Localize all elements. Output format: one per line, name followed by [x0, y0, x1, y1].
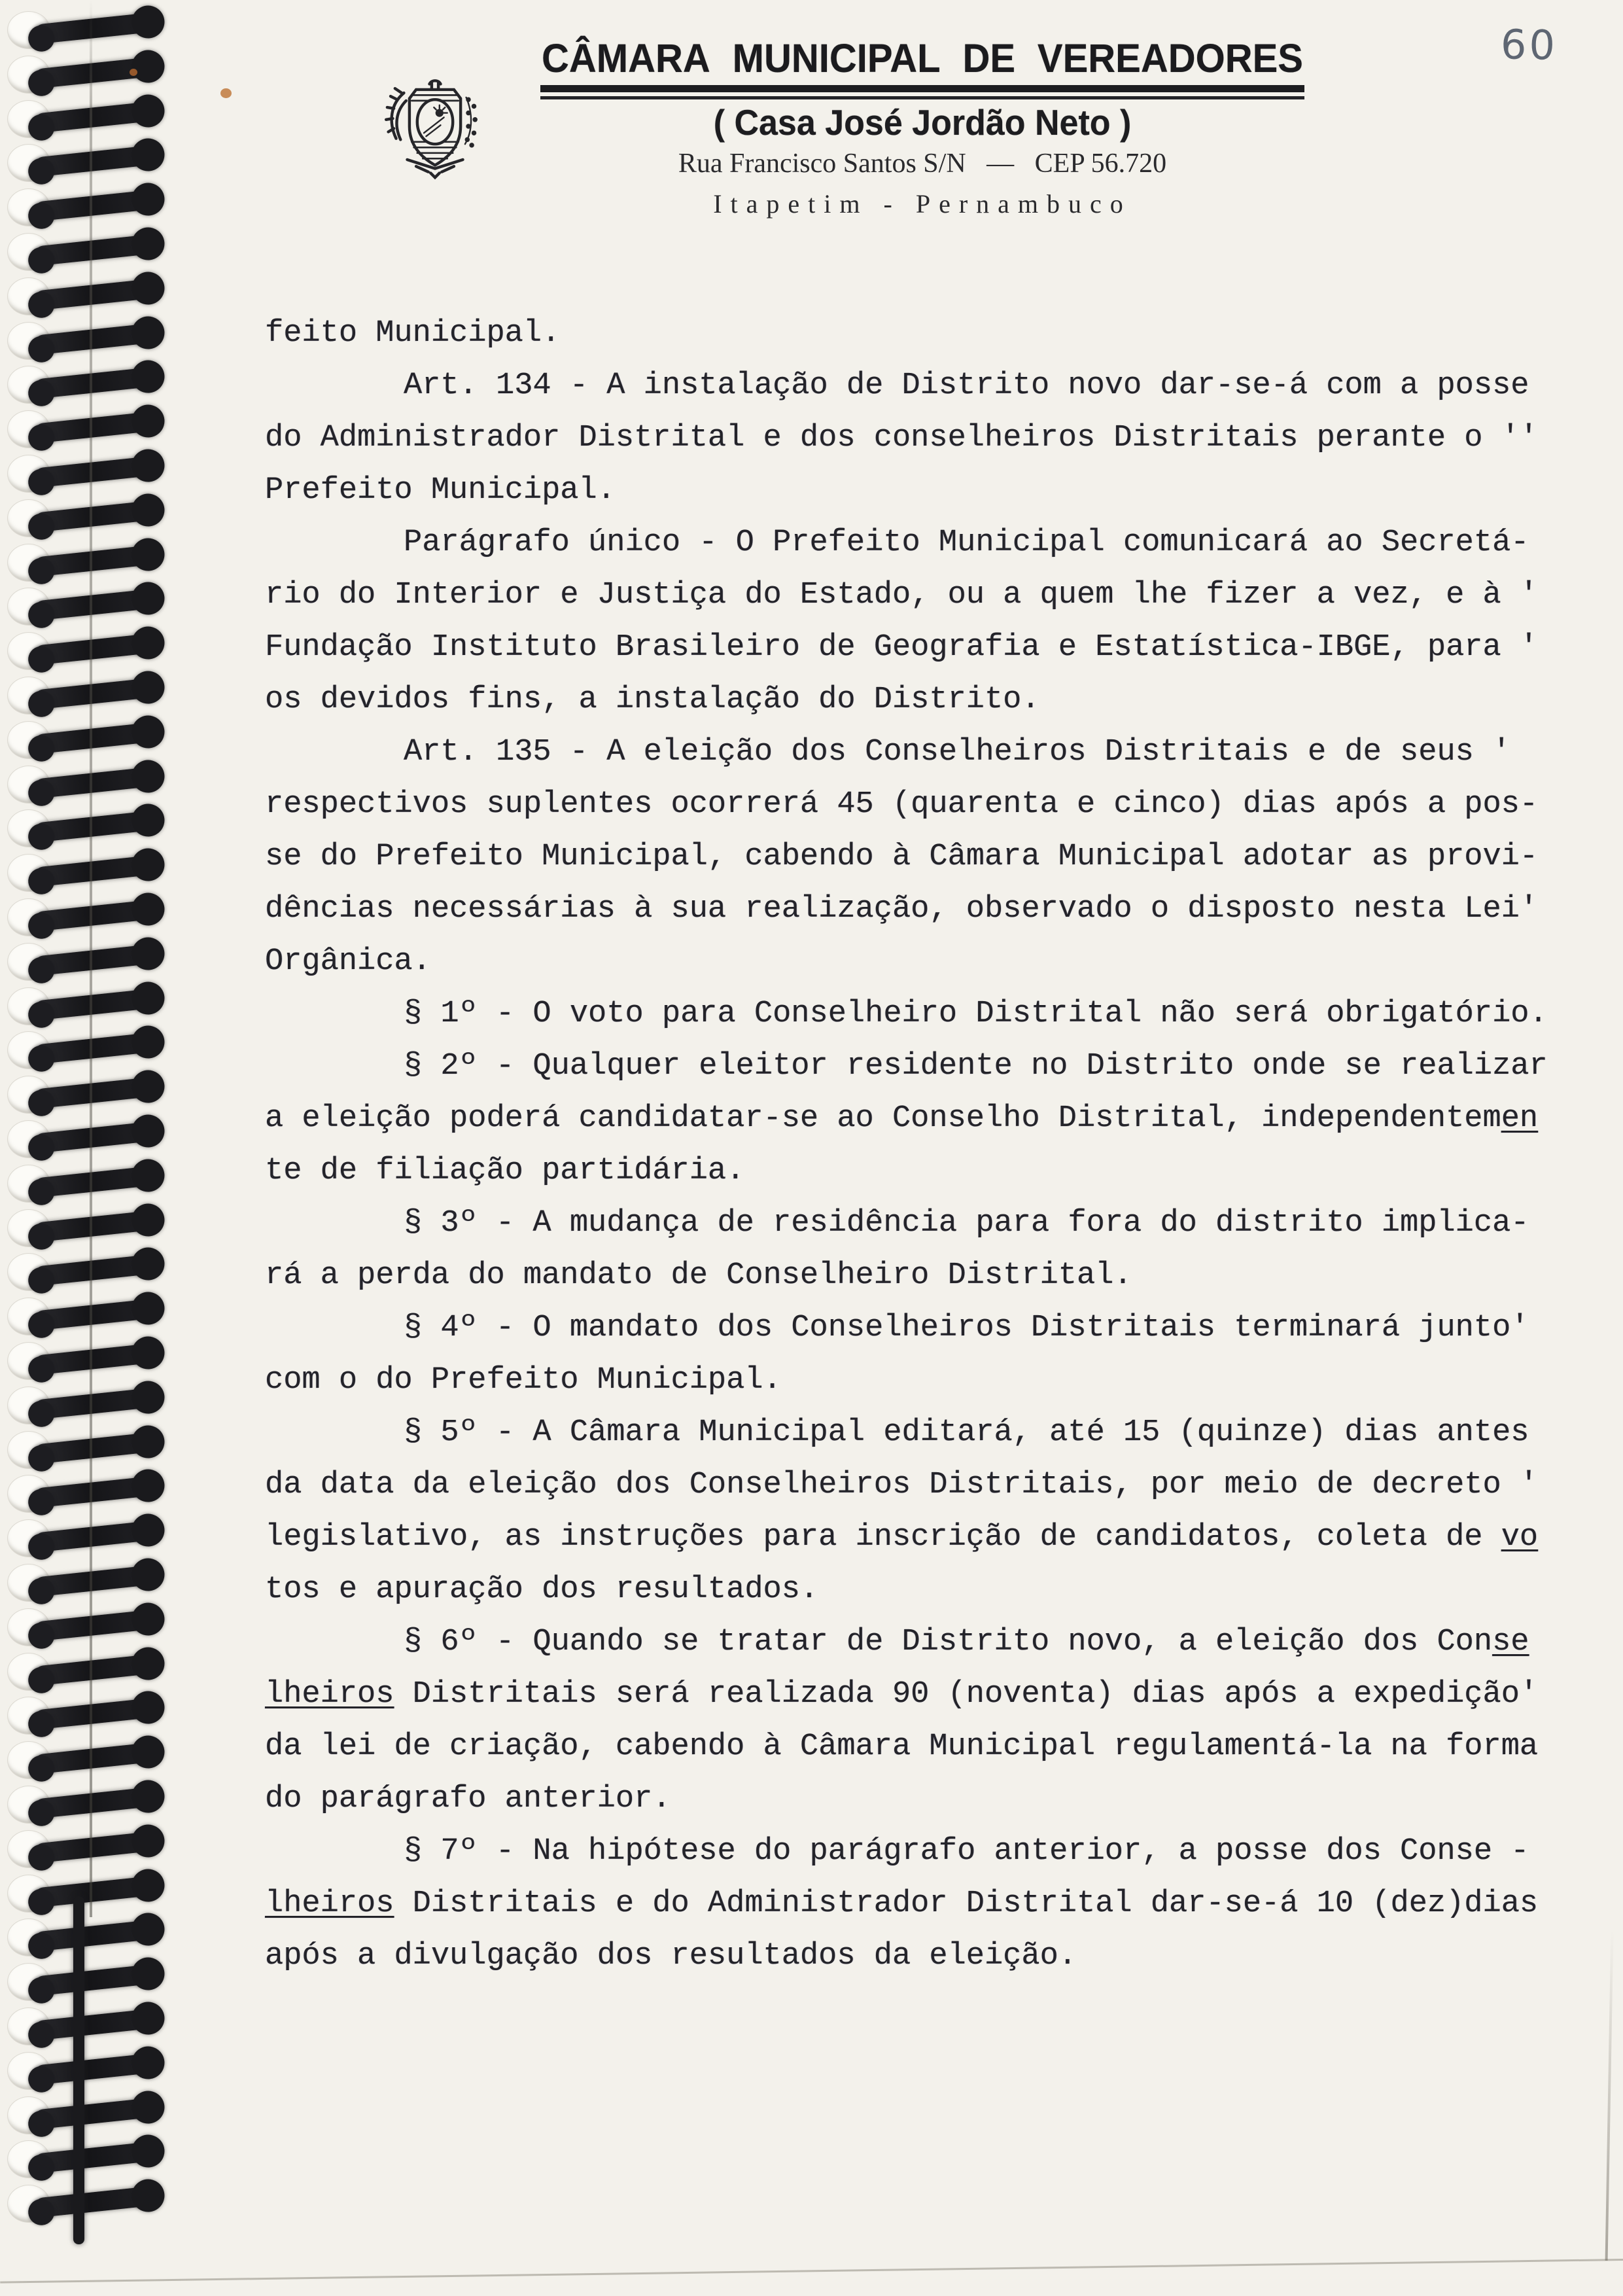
header-rule	[540, 85, 1304, 92]
document-line: rio do Interior e Justiça do Estado, ou a quem lhe fizer a vez, e à '	[265, 578, 1539, 612]
document-line: com o do Prefeito Municipal.	[265, 1363, 782, 1398]
document-line: dências necessárias à sua realização, observado o disposto nesta Lei'	[265, 892, 1539, 927]
binding-tooth	[33, 1742, 158, 1774]
binding-tooth	[33, 1165, 158, 1197]
binding-tooth	[33, 544, 158, 576]
typewritten-text-block	[265, 308, 1567, 1983]
binding-tooth	[33, 2053, 158, 2085]
document-line: do Administrador Distrital e dos conselheiros Distritais perante o ''	[265, 421, 1539, 455]
binding-tooth	[33, 1564, 158, 1597]
document-line: da data da eleição dos Conselheiros Distritais, por meio de decreto '	[265, 1468, 1539, 1502]
binding-tooth	[33, 1254, 158, 1286]
binding-tooth	[33, 1033, 158, 1065]
binding-tooth	[33, 1298, 158, 1330]
header-city: Itapetim - Pernambuco	[713, 189, 1132, 219]
binding-tooth	[33, 1076, 158, 1108]
binding-tooth	[33, 145, 158, 177]
page-right-edge	[1605, 1930, 1614, 2261]
document-line: Fundação Instituto Brasileiro de Geografia e Estatística-IBGE, para '	[265, 630, 1539, 665]
header-rule	[540, 96, 1304, 99]
binding-tooth	[33, 1653, 158, 1686]
binding-tooth	[33, 766, 158, 798]
spiral-binding	[0, 0, 177, 2296]
binding-tooth	[33, 1831, 158, 1863]
page-crease-line	[90, 0, 92, 1917]
binding-tooth	[33, 1698, 158, 1730]
binding-tooth	[33, 278, 158, 310]
document-line: legislativo, as instruções para inscrição de candidatos, coleta de vo	[265, 1520, 1539, 1555]
document-line: a eleição poderá candidatar-se ao Conselho Distrital, independentemen	[265, 1101, 1539, 1136]
binding-tooth	[33, 2185, 158, 2217]
document-line: após a divulgação dos resultados da eleição.	[265, 1939, 1077, 1973]
binding-tooth	[33, 1920, 158, 1952]
binding-tooth	[33, 12, 158, 44]
binding-tooth	[33, 811, 158, 843]
binding-tooth	[33, 677, 158, 709]
binding-tooth	[33, 1343, 158, 1375]
binding-tooth	[33, 101, 158, 133]
document-line: tos e apuração dos resultados.	[265, 1572, 819, 1607]
document-line: os devidos fins, a instalação do Distrito.	[265, 682, 1040, 717]
binding-tooth	[33, 367, 158, 399]
page-bottom-edge	[0, 2259, 1623, 2284]
header-subtitle: ( Casa José Jordão Neto )	[713, 103, 1132, 143]
binding-tooth	[33, 988, 158, 1020]
binding-tooth	[33, 1875, 158, 1907]
document-line: se do Prefeito Municipal, cabendo à Câmara Municipal adotar as provi-	[265, 839, 1539, 874]
binding-tooth	[33, 589, 158, 621]
document-line: feito Municipal.	[265, 316, 561, 351]
document-line: § 1º - O voto para Conselheiro Distrital não será obrigatório.	[404, 997, 1548, 1031]
binding-tooth	[33, 2142, 158, 2174]
document-line: do parágrafo anterior.	[265, 1782, 671, 1816]
binding-tooth	[33, 1432, 158, 1464]
binding-tooth	[33, 1387, 158, 1419]
binding-tooth	[33, 2097, 158, 2129]
document-line: § 5º - A Câmara Municipal editará, até 15 (quinze) dias antes	[404, 1415, 1529, 1450]
rust-speck	[130, 69, 137, 76]
header-title-word: VEREADORES	[1037, 36, 1303, 81]
document-line: § 4º - O mandato dos Conselheiros Distritais terminará junto'	[404, 1311, 1529, 1345]
header-title-word: MUNICIPAL	[732, 36, 941, 81]
binding-tooth	[33, 56, 158, 88]
header-title	[542, 37, 1303, 80]
binding-tooth	[33, 455, 158, 487]
binding-tooth	[33, 944, 158, 976]
document-line: § 3º - A mudança de residência para fora do distrito implica-	[404, 1206, 1529, 1241]
binding-tooth	[33, 1476, 158, 1508]
document-line: Parágrafo único - O Prefeito Municipal comunicará ao Secretá-	[404, 525, 1529, 560]
binding-tooth	[33, 1121, 158, 1153]
binding-tooth	[33, 189, 158, 221]
binding-tooth	[33, 1520, 158, 1552]
document-line: § 2º - Qualquer eleitor residente no Distrito onde se realizar	[404, 1049, 1548, 1084]
binding-shadow-bar	[73, 1896, 84, 2244]
document-line: Art. 135 - A eleição dos Conselheiros Distritais e de seus '	[404, 735, 1511, 769]
document-line: Art. 134 - A instalação de Distrito novo dar-se-á com a posse	[404, 368, 1529, 403]
document-line: respectivos suplentes ocorrerá 45 (quarenta e cinco) dias após a pos-	[265, 787, 1539, 822]
handwritten-page-number: 60	[1500, 20, 1558, 69]
document-line: te de filiação partidária.	[265, 1154, 745, 1188]
document-line: Orgânica.	[265, 944, 431, 979]
binding-tooth	[33, 2008, 158, 2040]
document-line: § 6º - Quando se tratar de Distrito novo, a eleição dos Conse	[404, 1625, 1529, 1659]
binding-tooth	[33, 633, 158, 665]
binding-tooth	[33, 855, 158, 887]
binding-tooth	[33, 411, 158, 443]
document-line: § 7º - Na hipótese do parágrafo anterior, a posse dos Conse -	[404, 1834, 1529, 1869]
document-line: lheiros Distritais será realizada 90 (noventa) dias após a expedição'	[265, 1677, 1539, 1712]
binding-tooth	[33, 722, 158, 754]
document-line: lheiros Distritais e do Administrador Distrital dar-se-á 10 (dez)dias	[265, 1886, 1539, 1921]
document-line: Prefeito Municipal.	[265, 473, 616, 508]
binding-tooth	[33, 234, 158, 266]
binding-tooth	[33, 899, 158, 931]
header-title-word: CÂMARA	[542, 36, 710, 81]
binding-tooth	[33, 500, 158, 532]
binding-tooth	[33, 1609, 158, 1641]
rust-speck	[220, 88, 232, 98]
header-title-word: DE	[962, 36, 1016, 81]
binding-tooth	[33, 1210, 158, 1242]
binding-tooth	[33, 1786, 158, 1818]
header-address: Rua Francisco Santos S/N — CEP 56.720	[678, 149, 1167, 179]
document-line: rá a perda do mandato de Conselheiro Distrital.	[265, 1258, 1132, 1293]
binding-tooth	[33, 1964, 158, 1996]
document-line: da lei de criação, cabendo à Câmara Municipal regulamentá-la na forma	[265, 1729, 1539, 1764]
binding-tooth	[33, 323, 158, 355]
